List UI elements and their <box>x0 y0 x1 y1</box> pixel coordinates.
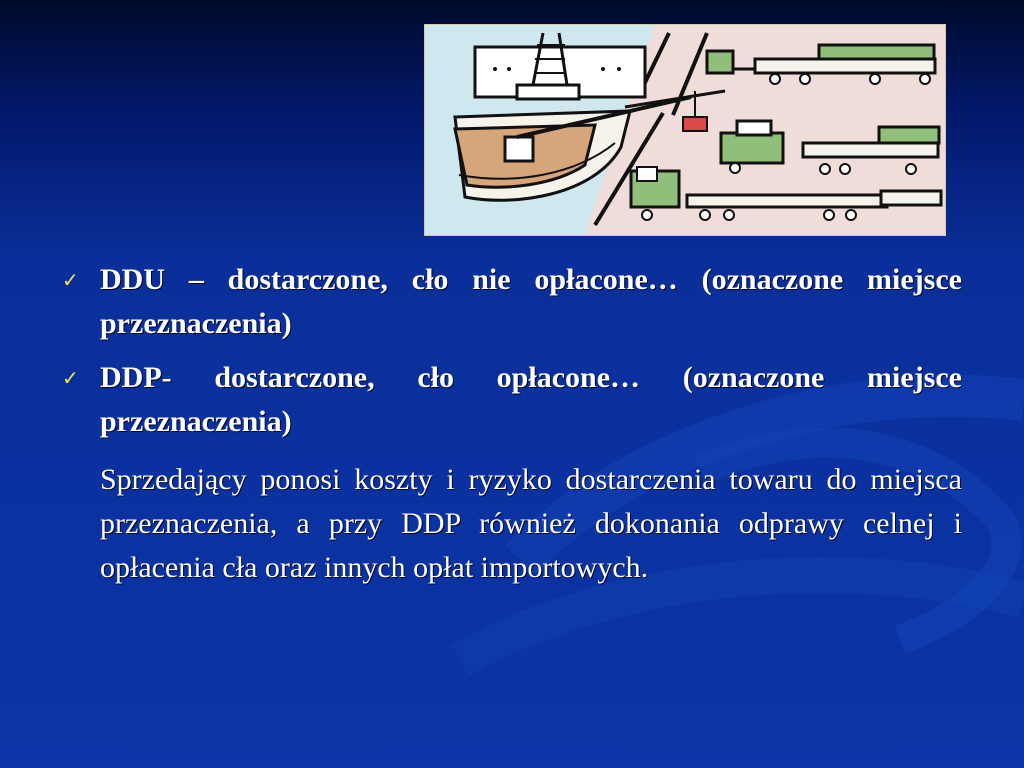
checkmark-icon: ✓ <box>62 366 79 390</box>
bullet-item-ddu <box>60 258 962 346</box>
explanation-paragraph: Sprzedający ponosi koszty i ryzyko dostarczenia towaru do miejsca przeznaczenia, a przy DDP również dokonania odprawy celnej i opłacenia cła oraz innych opłat importowych. <box>100 463 962 584</box>
slide-content <box>60 258 962 590</box>
bullet-text-ddp: DDP- dostarczone, cło opłacone… (oznaczone miejsce przeznaczenia) <box>100 361 962 438</box>
checkmark-icon: ✓ <box>62 268 79 292</box>
bullet-item-ddp <box>60 356 962 444</box>
port-cargo-clipart-icon <box>424 24 946 236</box>
bullet-text-ddu: DDU – dostarczone, cło nie opłacone… (oznaczone miejsce przeznaczenia) <box>100 263 962 340</box>
